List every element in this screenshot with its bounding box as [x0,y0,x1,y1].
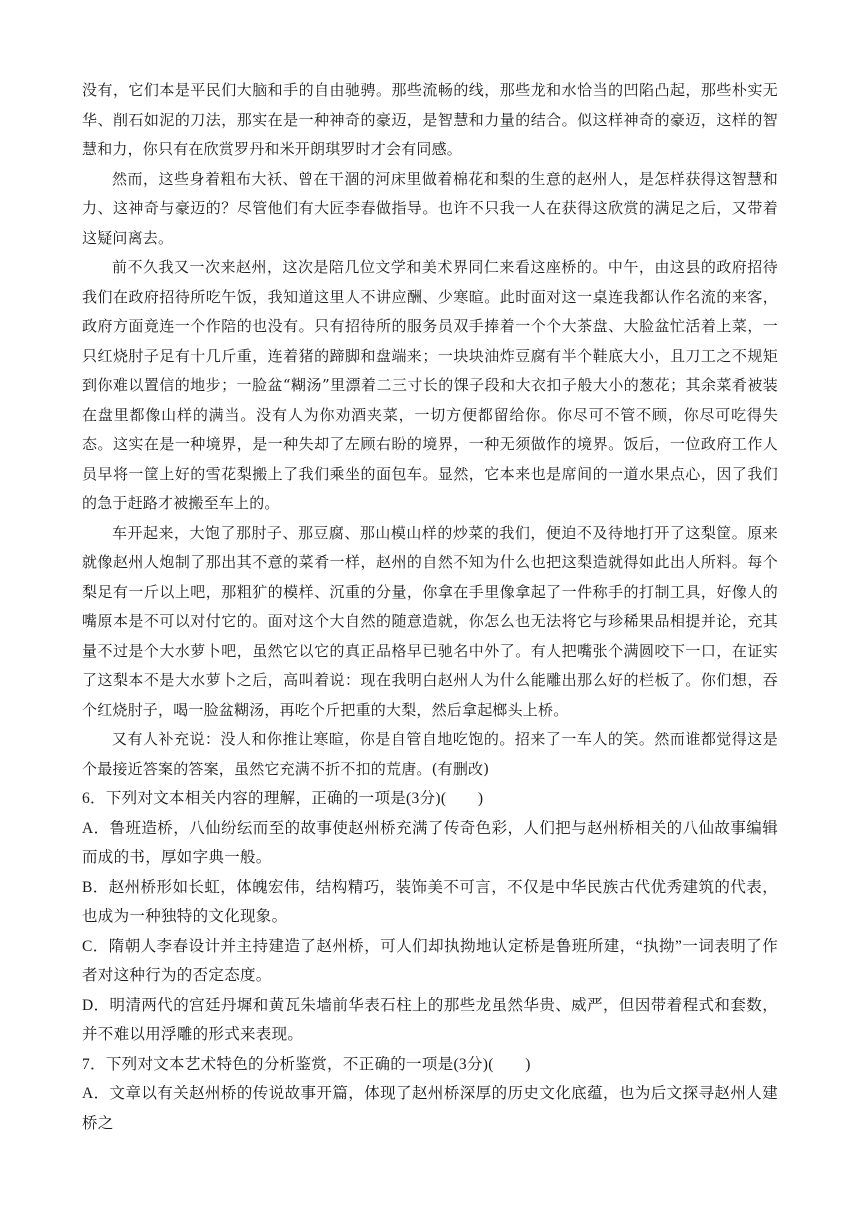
passage-paragraph: 车开起来，大饱了那肘子、那豆腐、那山模山样的炒菜的我们，便迫不及待地打开了这梨筐。原来就像赵州人炮制了那出其不意的菜肴一样，赵州的自然不知为什么也把这梨造就得如此出人所料。每个梨足有一斤以上吧，那粗犷的模样、沉重的分量，你拿在手里像拿起了一件称手的打制工具，好像人的嘴原本是不可以对付它的。面对这个大自然的随意造就，你怎么也无法将它与珍稀果品相提并论，充其量不过是个大水萝卜吧，虽然它以它的真正品格早已驰名中外了。有人把嘴张个满圆咬下一口，在证实了这梨本不是大水萝卜之后，高叫着说：现在我明白赵州人为什么能雕出那么好的栏板了。你们想，吞个红烧肘子，喝一脸盆糊汤，再吃个斤把重的大梨，然后拿起榔头上桥。 [82,523,778,719]
passage-paragraph: 前不久我又一次来赵州，这次是陪几位文学和美术界同仁来看这座桥的。中午，由这县的政府招待我们在政府招待所吃午饭，我知道这里人不讲应酬、少寒暄。此时面对这一桌连我都认作名流的来客，政府方面竟连一个作陪的也没有。只有招待所的服务员双手捧着一个个大茶盘、大脸盆忙活着上菜，一只红烧肘子足有十几斤重，连着猪的蹄脚和盘端来；一块块油炸豆腐有半个鞋底大小，且刀工之不规矩到你难以置信的地步；一脸盆“糊汤”里漂着二三寸长的馃子段和大衣扣子般大小的葱花；其余菜肴被装在盘里都像山样的满当。没有人为你劝酒夹菜，一切方便都留给你。你尽可不管不顾，你尽可吃得失态。这实在是一种境界，是一种失却了左顾右盼的境界，一种无须做作的境界。饭后，一位政府工作人员早将一筐上好的雪花梨搬上了我们乘坐的面包车。显然，它本来也是席间的一道水果点心，因了我们的急于赶路才被搬至车上的。 [82,258,778,512]
passage-paragraph: 又有人补充说：没人和你推让寒暄，你是自管自地吃饱的。招来了一车人的笑。然而谁都觉得这是个最接近答案的答案，虽然它充满不折不扣的荒唐。(有删改) [82,730,778,778]
question-stem: 6．下列对文本相关内容的理解，正确的一项是(3分)( ) [82,790,484,807]
answer-option: B．赵州桥形如长虹，体魄宏伟，结构精巧，装饰美不可言，不仅是中华民族古代优秀建筑的代表，也成为一种独特的文化现象。 [82,878,778,925]
answer-option: C．隋朝人李春设计并主持建造了赵州桥，可人们却执拗地认定桥是鲁班所建，“执拗”一词表明了作者对这种行为的否定态度。 [82,937,778,984]
passage-paragraph: 没有，它们本是平民们大脑和手的自由驰骋。那些流畅的线，那些龙和水恰当的凹陷凸起，那些朴实无华、削石如泥的刀法，那实在是一种神奇的豪迈，是智慧和力量的结合。似这样神奇的豪迈，这样的智慧和力，你只有在欣赏罗丹和米开朗琪罗时才会有同感。 [82,81,778,158]
answer-option: D．明清两代的宫廷丹墀和黄瓦朱墙前华表石柱上的那些龙虽然华贵、威严，但因带着程式和套数，并不难以用浮雕的形式来表现。 [82,996,778,1043]
answer-option: A．文章以有关赵州桥的传说故事开篇，体现了赵州桥深厚的历史文化底蕴，也为后文探寻赵州人建桥之 [82,1085,778,1132]
answer-option: A．鲁班造桥，八仙纷纭而至的故事使赵州桥充满了传奇色彩，人们把与赵州桥相关的八仙故事编辑而成的书，厚如字典一般。 [82,819,778,866]
question-stem: 7．下列对文本艺术特色的分析鉴赏，不正确的一项是(3分)( ) [82,1055,531,1073]
passage-paragraph: 然而，这些身着粗布大袄、曾在干涸的河床里做着棉花和梨的生意的赵州人，是怎样获得这智慧和力、这神奇与豪迈的？尽管他们有大匠李春做指导。也许不只我一人在获得这欣赏的满足之后，又带着这疑问离去。 [82,169,778,247]
